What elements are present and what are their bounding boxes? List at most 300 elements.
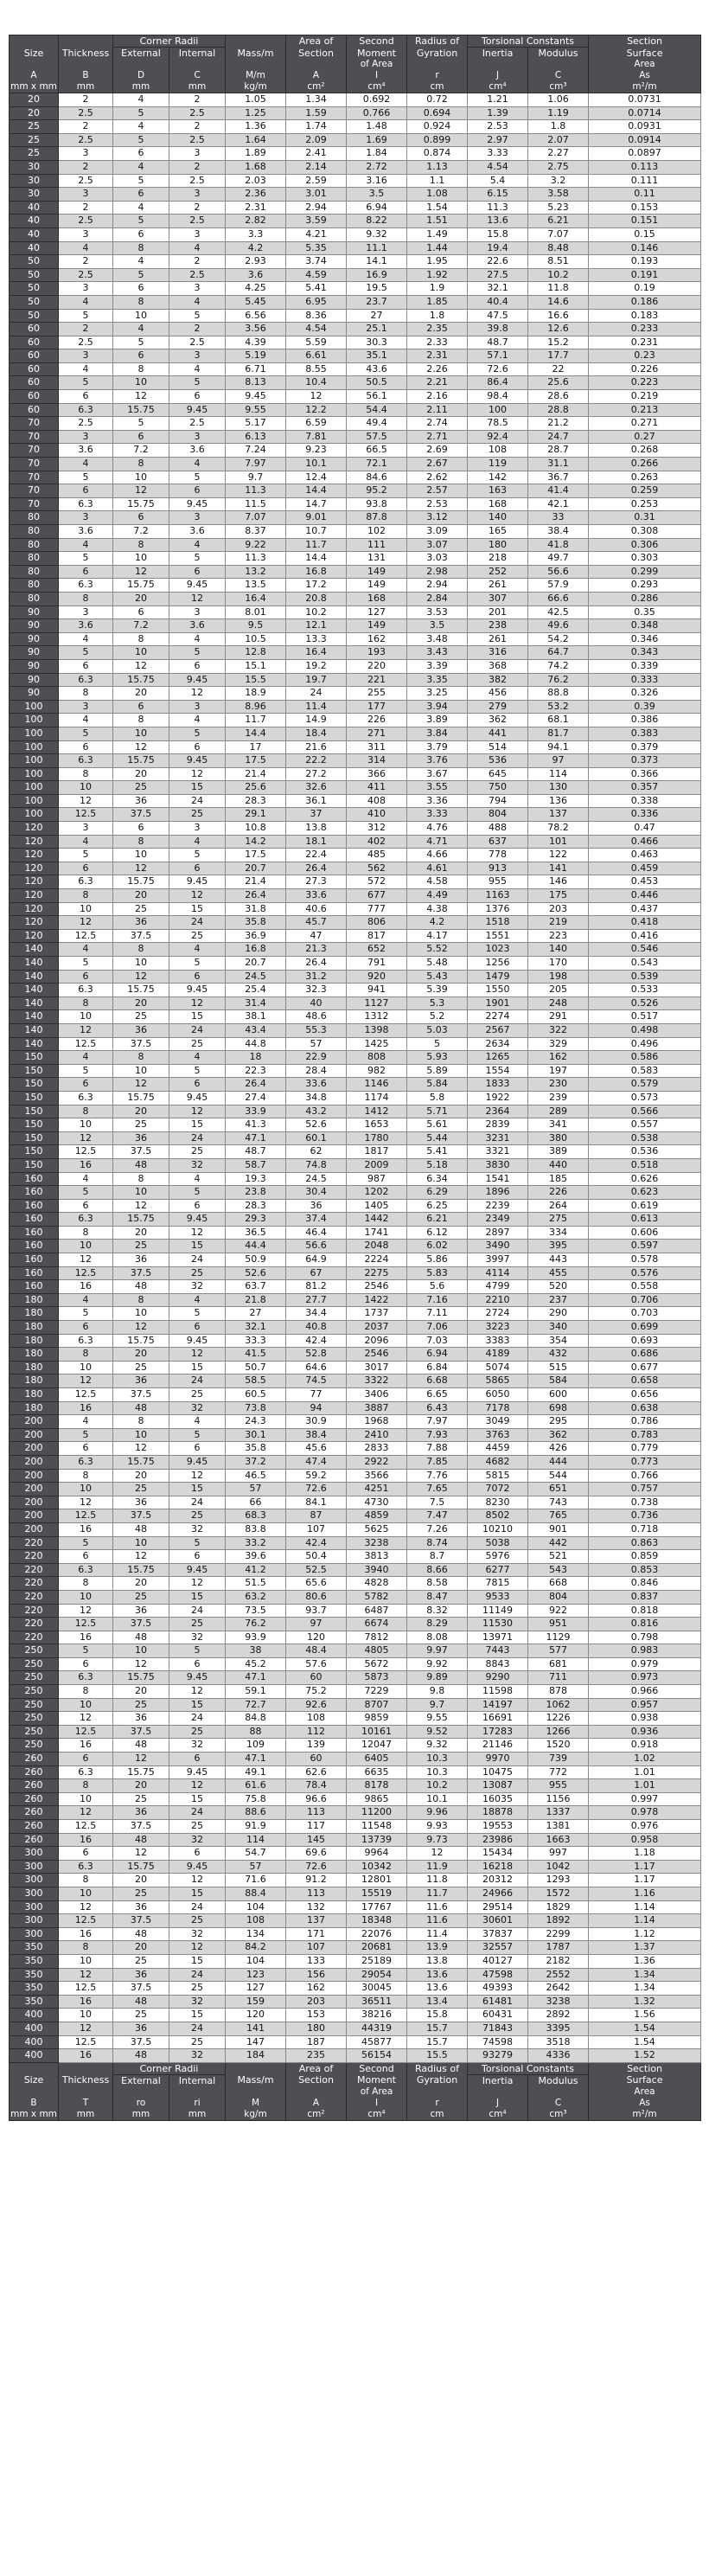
table-cell: 122 xyxy=(528,849,589,862)
table-cell: 10 xyxy=(59,1361,113,1375)
table-cell: 11.6 xyxy=(407,1914,468,1928)
table-cell: 4 xyxy=(59,943,113,957)
table-cell: 57.1 xyxy=(468,349,528,363)
table-row xyxy=(10,215,701,228)
table-cell: 3 xyxy=(169,606,226,619)
table-cell: 10.4 xyxy=(286,376,347,390)
table-cell: 2410 xyxy=(347,1428,407,1442)
table-cell: 150 xyxy=(10,1158,59,1172)
table-cell: 88.4 xyxy=(226,1887,286,1900)
table-cell: 6 xyxy=(169,1442,226,1456)
table-cell: 1442 xyxy=(347,1213,407,1227)
table-row xyxy=(10,147,701,161)
table-cell: 6 xyxy=(59,1847,113,1861)
table-row xyxy=(10,1118,701,1132)
table-cell: 64.6 xyxy=(286,1361,347,1375)
table-cell: 20 xyxy=(113,1874,169,1887)
table-cell: 15.75 xyxy=(113,673,169,687)
table-cell: 21.6 xyxy=(286,740,347,754)
table-cell: 25 xyxy=(169,1618,226,1631)
table-cell: 57 xyxy=(226,1860,286,1874)
table-cell: 2724 xyxy=(468,1307,528,1321)
table-cell: 8 xyxy=(59,996,113,1010)
table-cell: 12.5 xyxy=(59,1145,113,1159)
table-cell: 777 xyxy=(347,902,407,916)
table-cell: 1.13 xyxy=(407,160,468,174)
table-cell: 13.6 xyxy=(468,215,528,228)
table-cell: 123 xyxy=(226,1968,286,1982)
table-cell: 9.45 xyxy=(169,1455,226,1469)
table-cell: 221 xyxy=(347,673,407,687)
table-cell: 220 xyxy=(10,1550,59,1564)
table-cell: 3566 xyxy=(347,1469,407,1483)
table-cell: 11149 xyxy=(468,1604,528,1618)
table-cell: 0.983 xyxy=(589,1644,701,1658)
table-cell: 9.32 xyxy=(407,1739,468,1753)
table-cell: 15 xyxy=(169,2009,226,2022)
table-cell: 8.36 xyxy=(286,309,347,323)
table-cell: 1.56 xyxy=(589,2009,701,2022)
table-row xyxy=(10,1240,701,1253)
table-cell: 37.5 xyxy=(113,1388,169,1402)
table-cell: 12.4 xyxy=(286,471,347,484)
table-cell: 4.39 xyxy=(226,336,286,349)
table-cell: 160 xyxy=(10,1186,59,1200)
table-cell: 12 xyxy=(113,484,169,498)
table-cell: 0.976 xyxy=(589,1820,701,1834)
table-cell: 41.8 xyxy=(528,538,589,552)
table-cell: 7.97 xyxy=(226,458,286,471)
table-cell: 50.9 xyxy=(226,1253,286,1267)
table-row xyxy=(10,403,701,417)
table-cell: 38.4 xyxy=(286,1428,347,1442)
table-cell: 2.5 xyxy=(169,336,226,349)
table-cell: 64.9 xyxy=(286,1253,347,1267)
table-cell: 15.5 xyxy=(226,673,286,687)
table-cell: 2.69 xyxy=(407,444,468,458)
table-cell: 49.1 xyxy=(226,1765,286,1779)
table-cell: 260 xyxy=(10,1792,59,1806)
table-cell: 187 xyxy=(286,2035,347,2049)
table-cell: 2182 xyxy=(528,1954,589,1968)
table-row xyxy=(10,714,701,727)
table-cell: 6 xyxy=(169,659,226,673)
table-cell: 25 xyxy=(169,2035,226,2049)
table-cell: 20 xyxy=(113,1469,169,1483)
table-cell: 920 xyxy=(347,970,407,984)
table-cell: 5 xyxy=(407,1037,468,1051)
table-cell: 8.66 xyxy=(407,1563,468,1577)
table-cell: 10 xyxy=(113,552,169,566)
table-cell: 162 xyxy=(286,1982,347,1996)
table-cell: 13087 xyxy=(468,1779,528,1793)
table-cell: 9.45 xyxy=(169,673,226,687)
table-cell: 3 xyxy=(59,700,113,714)
table-cell: 0.111 xyxy=(589,174,701,188)
table-cell: 1.89 xyxy=(226,147,286,161)
table-cell: 12 xyxy=(407,1847,468,1861)
table-cell: 94 xyxy=(286,1401,347,1415)
table-cell: 3231 xyxy=(468,1131,528,1145)
table-cell: 36 xyxy=(286,1199,347,1213)
table-cell: 1.34 xyxy=(589,1968,701,1982)
table-row xyxy=(10,579,701,593)
table-cell: 9.45 xyxy=(226,390,286,404)
table-cell: 25 xyxy=(113,781,169,795)
table-cell: 12 xyxy=(113,1442,169,1456)
table-cell: 3.07 xyxy=(407,538,468,552)
table-cell: 411 xyxy=(347,781,407,795)
table-cell: 10 xyxy=(113,1307,169,1321)
table-cell: 1.8 xyxy=(407,309,468,323)
table-row xyxy=(10,1023,701,1037)
table-row xyxy=(10,727,701,740)
table-cell: 69.6 xyxy=(286,1847,347,1861)
table-cell: 4 xyxy=(169,714,226,727)
table-cell: 3.55 xyxy=(407,781,468,795)
table-cell: 13.8 xyxy=(407,1954,468,1968)
table-cell: 50.7 xyxy=(226,1361,286,1375)
table-cell: 806 xyxy=(347,916,407,930)
table-cell: 25 xyxy=(169,1388,226,1402)
table-cell: 27 xyxy=(347,309,407,323)
table-cell: 8.7 xyxy=(407,1550,468,1564)
table-cell: 16.4 xyxy=(226,592,286,606)
table-cell: 12 xyxy=(169,1348,226,1362)
table-cell: 2.36 xyxy=(226,188,286,202)
table-cell: 2.5 xyxy=(59,174,113,188)
table-cell: 8 xyxy=(59,592,113,606)
table-cell: 1.34 xyxy=(286,93,347,107)
table-cell: 74.8 xyxy=(286,1158,347,1172)
table-cell: 6.56 xyxy=(226,309,286,323)
table-cell: 197 xyxy=(528,1064,589,1078)
table-cell: 149 xyxy=(347,579,407,593)
table-cell: 4 xyxy=(59,458,113,471)
table-cell: 10161 xyxy=(347,1725,407,1739)
table-cell: 443 xyxy=(528,1253,589,1267)
table-cell: 0.818 xyxy=(589,1604,701,1618)
table-cell: 311 xyxy=(347,740,407,754)
footer-size: Size xyxy=(10,2074,59,2086)
table-cell: 0.31 xyxy=(589,511,701,525)
table-cell: 3.48 xyxy=(407,632,468,646)
table-cell: 0.694 xyxy=(407,106,468,120)
table-cell: 42.5 xyxy=(528,606,589,619)
table-cell: 163 xyxy=(468,484,528,498)
table-cell: 8 xyxy=(113,632,169,646)
table-cell: 112 xyxy=(286,1725,347,1739)
table-row xyxy=(10,1037,701,1051)
table-cell: 0.263 xyxy=(589,471,701,484)
table-cell: 71.6 xyxy=(226,1874,286,1887)
table-cell: 0.373 xyxy=(589,754,701,768)
table-cell: 0.606 xyxy=(589,1226,701,1240)
table-cell: 15 xyxy=(169,781,226,795)
table-cell: 76.2 xyxy=(226,1618,286,1631)
table-cell: 96.6 xyxy=(286,1792,347,1806)
table-cell: 239 xyxy=(528,1091,589,1105)
table-cell: 57 xyxy=(226,1483,286,1496)
table-cell: 61481 xyxy=(468,1995,528,2009)
table-cell: 1.69 xyxy=(347,133,407,147)
table-cell: 8 xyxy=(59,1226,113,1240)
table-cell: 104 xyxy=(226,1900,286,1914)
table-cell: 20 xyxy=(10,93,59,107)
table-cell: 25.4 xyxy=(226,984,286,997)
table-cell: 149 xyxy=(347,565,407,579)
table-cell: 10 xyxy=(59,1240,113,1253)
table-cell: 3.03 xyxy=(407,552,468,566)
table-cell: 60 xyxy=(10,323,59,336)
table-cell: 4 xyxy=(169,1172,226,1186)
table-cell: 146 xyxy=(528,875,589,889)
table-cell: 92.6 xyxy=(286,1698,347,1712)
table-cell: 15 xyxy=(169,1954,226,1968)
table-cell: 12 xyxy=(169,1779,226,1793)
table-cell: 5782 xyxy=(347,1590,407,1604)
table-cell: 0.692 xyxy=(347,93,407,107)
table-cell: 37.5 xyxy=(113,1037,169,1051)
table-cell: 4 xyxy=(169,458,226,471)
table-cell: 120 xyxy=(10,875,59,889)
table-cell: 3763 xyxy=(468,1428,528,1442)
table-cell: 15.75 xyxy=(113,1563,169,1577)
table-cell: 8843 xyxy=(468,1657,528,1671)
table-cell: 300 xyxy=(10,1847,59,1861)
table-cell: 5 xyxy=(169,471,226,484)
table-cell: 60 xyxy=(10,390,59,404)
table-cell: 5 xyxy=(113,215,169,228)
table-cell: 21.3 xyxy=(286,943,347,957)
table-cell: 7.16 xyxy=(407,1293,468,1307)
table-cell: 120 xyxy=(10,849,59,862)
table-cell: 37.5 xyxy=(113,929,169,943)
table-cell: 20681 xyxy=(347,1941,407,1955)
table-cell: 111 xyxy=(347,538,407,552)
table-cell: 48 xyxy=(113,1995,169,2009)
table-cell: 12.6 xyxy=(528,323,589,336)
table-cell: 8.37 xyxy=(226,525,286,539)
table-cell: 0.658 xyxy=(589,1375,701,1388)
table-cell: 114 xyxy=(226,1833,286,1847)
table-cell: 62 xyxy=(286,1145,347,1159)
table-cell: 901 xyxy=(528,1522,589,1536)
table-cell: 543 xyxy=(528,1563,589,1577)
table-cell: 11.5 xyxy=(226,497,286,511)
table-cell: 878 xyxy=(528,1685,589,1699)
table-cell: 10 xyxy=(113,957,169,971)
table-cell: 4799 xyxy=(468,1280,528,1294)
table-cell: 37.5 xyxy=(113,1914,169,1928)
table-cell: 8 xyxy=(59,1469,113,1483)
table-cell: 6 xyxy=(113,606,169,619)
table-footer: Corner Radii Area of Second Radius of Torsional Constants Section Size Thickness External Internal Mass/m Section Moment Gyration Inertia Modulus Surface of Area Area B T ro ri M A I r J C As mm x mm mm mm mm kg/m cm² cm⁴ cm cm⁴ cm³ m²/m xyxy=(10,2062,701,2120)
table-cell: 0.231 xyxy=(589,336,701,349)
table-cell: 941 xyxy=(347,984,407,997)
table-cell: 400 xyxy=(10,2035,59,2049)
table-cell: 140 xyxy=(10,957,59,971)
table-cell: 0.47 xyxy=(589,822,701,836)
table-cell: 70 xyxy=(10,458,59,471)
table-cell: 0.386 xyxy=(589,714,701,727)
table-cell: 72.6 xyxy=(468,362,528,376)
table-cell: 3223 xyxy=(468,1321,528,1335)
table-row xyxy=(10,1334,701,1348)
table-cell: 15 xyxy=(169,1792,226,1806)
table-cell: 24966 xyxy=(468,1887,528,1900)
table-cell: 0.286 xyxy=(589,592,701,606)
table-cell: 200 xyxy=(10,1483,59,1496)
table-cell: 9.73 xyxy=(407,1833,468,1847)
table-cell: 6050 xyxy=(468,1388,528,1402)
table-cell: 0.466 xyxy=(589,835,701,849)
table-cell: 2.94 xyxy=(407,579,468,593)
table-cell: 8 xyxy=(59,1779,113,1793)
table-cell: 9.45 xyxy=(169,497,226,511)
table-cell: 40 xyxy=(286,996,347,1010)
table-cell: 25.1 xyxy=(347,323,407,336)
table-cell: 10475 xyxy=(468,1765,528,1779)
table-cell: 295 xyxy=(528,1415,589,1429)
table-cell: 3.6 xyxy=(169,619,226,633)
table-cell: 5 xyxy=(113,174,169,188)
table-cell: 440 xyxy=(528,1158,589,1172)
table-cell: 20 xyxy=(113,767,169,781)
table-cell: 201 xyxy=(468,606,528,619)
table-cell: 32557 xyxy=(468,1941,528,1955)
table-cell: 140 xyxy=(528,943,589,957)
table-cell: 1741 xyxy=(347,1226,407,1240)
table-cell: 17 xyxy=(226,740,286,754)
table-row xyxy=(10,1604,701,1618)
table-cell: 488 xyxy=(468,822,528,836)
table-cell: 7.2 xyxy=(113,525,169,539)
table-cell: 5 xyxy=(113,268,169,282)
table-cell: 70 xyxy=(10,430,59,444)
table-cell: 32 xyxy=(169,1833,226,1847)
table-row xyxy=(10,1900,701,1914)
table-cell: 6.3 xyxy=(59,875,113,889)
table-cell: 5 xyxy=(169,376,226,390)
table-cell: 15.2 xyxy=(528,336,589,349)
table-row xyxy=(10,1442,701,1456)
table-cell: 36.7 xyxy=(528,471,589,484)
table-cell: 1202 xyxy=(347,1186,407,1200)
table-cell: 260 xyxy=(10,1765,59,1779)
table-cell: 36 xyxy=(113,1968,169,1982)
table-cell: 27.5 xyxy=(468,268,528,282)
table-cell: 7.11 xyxy=(407,1307,468,1321)
table-cell: 0.299 xyxy=(589,565,701,579)
table-cell: 180 xyxy=(10,1321,59,1335)
table-cell: 6 xyxy=(59,970,113,984)
table-row xyxy=(10,1105,701,1118)
table-cell: 2552 xyxy=(528,1968,589,1982)
table-cell: 50 xyxy=(10,309,59,323)
table-cell: 279 xyxy=(468,700,528,714)
table-cell: 6.3 xyxy=(59,1671,113,1685)
table-cell: 15.8 xyxy=(468,227,528,241)
table-row xyxy=(10,188,701,202)
table-cell: 114 xyxy=(528,767,589,781)
table-cell: 3.56 xyxy=(226,323,286,336)
table-cell: 2349 xyxy=(468,1213,528,1227)
table-cell: 2634 xyxy=(468,1037,528,1051)
table-cell: 59.2 xyxy=(286,1469,347,1483)
table-cell: 31.1 xyxy=(528,458,589,471)
table-cell: 521 xyxy=(528,1550,589,1564)
table-cell: 2.93 xyxy=(226,255,286,269)
table-cell: 2 xyxy=(59,201,113,215)
table-cell: 4730 xyxy=(347,1496,407,1509)
table-cell: 31.4 xyxy=(226,996,286,1010)
table-cell: 25 xyxy=(113,1792,169,1806)
table-cell: 1.49 xyxy=(407,227,468,241)
table-cell: 1381 xyxy=(528,1820,589,1834)
table-cell: 30.3 xyxy=(347,336,407,349)
header-surface-l1: Section xyxy=(589,35,701,48)
table-cell: 6.65 xyxy=(407,1388,468,1402)
table-cell: 95.2 xyxy=(347,484,407,498)
table-cell: 9.45 xyxy=(169,1563,226,1577)
table-cell: 40.8 xyxy=(286,1321,347,1335)
table-cell: 0.526 xyxy=(589,996,701,1010)
table-cell: 290 xyxy=(528,1307,589,1321)
table-row xyxy=(10,1563,701,1577)
table-cell: 17283 xyxy=(468,1725,528,1739)
table-cell: 21146 xyxy=(468,1739,528,1753)
table-cell: 23.8 xyxy=(226,1186,286,1200)
table-header xyxy=(10,35,701,93)
table-cell: 20 xyxy=(113,889,169,903)
table-cell: 5.35 xyxy=(286,241,347,255)
table-cell: 139 xyxy=(286,1739,347,1753)
table-row xyxy=(10,1644,701,1658)
table-cell: 9.45 xyxy=(169,1091,226,1105)
table-cell: 142 xyxy=(468,471,528,484)
table-cell: 18.4 xyxy=(286,727,347,740)
table-cell: 78.5 xyxy=(468,417,528,431)
table-cell: 17.2 xyxy=(286,579,347,593)
table-cell: 10342 xyxy=(347,1860,407,1874)
table-cell: 119 xyxy=(468,458,528,471)
table-cell: 12.5 xyxy=(59,808,113,822)
table-cell: 36 xyxy=(113,1900,169,1914)
table-cell: 235 xyxy=(286,2049,347,2063)
table-cell: 200 xyxy=(10,1455,59,1469)
table-row xyxy=(10,889,701,903)
table-row xyxy=(10,174,701,188)
table-cell: 6.3 xyxy=(59,673,113,687)
table-cell: 12 xyxy=(169,1577,226,1591)
table-cell: 6.3 xyxy=(59,1091,113,1105)
table-cell: 0.546 xyxy=(589,943,701,957)
table-cell: 8 xyxy=(59,1874,113,1887)
table-cell: 5 xyxy=(59,1428,113,1442)
footer-thickness: Thickness xyxy=(59,2074,113,2086)
table-cell: 9.97 xyxy=(407,1644,468,1658)
table-cell: 1541 xyxy=(468,1172,528,1186)
table-cell: 9.45 xyxy=(169,1765,226,1779)
table-cell: 29054 xyxy=(347,1968,407,1982)
table-cell: 3940 xyxy=(347,1563,407,1577)
table-row xyxy=(10,1280,701,1294)
table-cell: 2009 xyxy=(347,1158,407,1172)
table-cell: 12 xyxy=(169,1105,226,1118)
table-cell: 40127 xyxy=(468,1954,528,1968)
table-cell: 47.1 xyxy=(226,1131,286,1145)
